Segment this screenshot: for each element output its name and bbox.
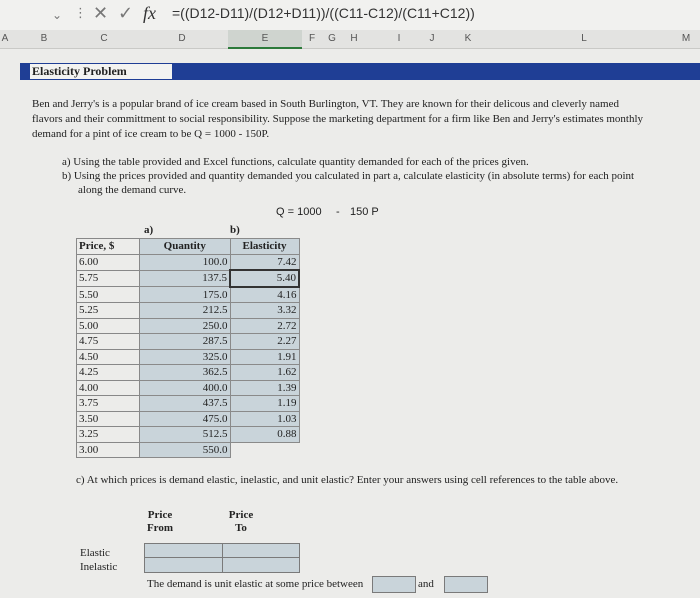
elasticity-cell[interactable]: 2.72: [230, 318, 299, 334]
column-header-e[interactable]: E: [228, 30, 302, 49]
question-a[interactable]: a) Using the table provided and Excel functions, calculate quantity demanded for each of the prices given.: [62, 156, 529, 168]
quantity-cell[interactable]: 362.5: [140, 365, 231, 381]
elasticity-cell[interactable]: 5.40: [230, 270, 299, 287]
quantity-cell[interactable]: 512.5: [140, 427, 231, 443]
question-c[interactable]: c) At which prices is demand elastic, inelastic, and unit elastic? Enter your answers using cell references to the table above.: [76, 474, 619, 486]
price-cell[interactable]: 5.00: [77, 318, 140, 334]
price-cell[interactable]: 3.50: [77, 411, 140, 427]
column-header-a[interactable]: A: [1, 33, 9, 44]
quantity-cell[interactable]: 325.0: [140, 349, 231, 365]
inelastic-label: Inelastic: [80, 561, 118, 573]
price-cell[interactable]: 5.25: [77, 303, 140, 319]
more-icon[interactable]: ⋮: [74, 6, 87, 21]
elasticity-header[interactable]: Elasticity: [230, 239, 299, 255]
inelastic-price-from-input[interactable]: [144, 557, 224, 573]
equation-minus[interactable]: -: [336, 206, 340, 218]
table-row: [77, 334, 300, 350]
intro-line-3[interactable]: demand for a pint of ice cream to be Q = 1000 - 150P.: [32, 128, 270, 140]
equation-q[interactable]: Q = 1000: [276, 206, 322, 218]
column-header-l[interactable]: L: [581, 33, 587, 44]
price-cell[interactable]: 3.25: [77, 427, 140, 443]
and-text: and: [418, 578, 434, 590]
column-header-g[interactable]: G: [328, 33, 336, 44]
formula-input[interactable]: =((D12-D11)/(D12+D11))/((C11-C12)/(C11+C12)): [172, 5, 475, 21]
price-cell[interactable]: 4.75: [77, 334, 140, 350]
quantity-cell[interactable]: 475.0: [140, 411, 231, 427]
column-header-k[interactable]: K: [464, 33, 472, 44]
elastic-label: Elastic: [80, 547, 110, 559]
elasticity-cell[interactable]: 2.27: [230, 334, 299, 350]
table-header-row: [77, 239, 300, 255]
unit-elastic-price-2-input[interactable]: [444, 576, 488, 593]
price-cell[interactable]: 4.25: [77, 365, 140, 381]
quantity-cell[interactable]: 550.0: [140, 442, 231, 458]
price-from-label-1: Price: [147, 509, 173, 521]
page-title[interactable]: Elasticity Problem: [30, 64, 172, 79]
price-from-label-2: From: [146, 522, 174, 534]
question-b-line-2[interactable]: along the demand curve.: [78, 184, 187, 196]
cancel-icon[interactable]: ✕: [93, 3, 109, 24]
fx-icon[interactable]: fx: [143, 3, 156, 23]
table-row: [77, 396, 300, 412]
price-cell[interactable]: 4.50: [77, 349, 140, 365]
table-row: [77, 380, 300, 396]
price-cell[interactable]: 5.50: [77, 287, 140, 303]
elasticity-cell[interactable]: 4.16: [230, 287, 299, 303]
table-row: [77, 303, 300, 319]
elasticity-cell[interactable]: 7.42: [230, 254, 299, 270]
unit-elastic-text: The demand is unit elastic at some price between: [147, 578, 364, 590]
quantity-header[interactable]: Quantity: [140, 239, 231, 255]
part-a-label[interactable]: a): [144, 224, 154, 236]
elasticity-cell[interactable]: 1.62: [230, 365, 299, 381]
question-b-line-1[interactable]: b) Using the prices provided and quantity demanded you calculated in part a, calculate elasticity (in absolute terms) for each point: [62, 170, 635, 182]
column-header-c[interactable]: C: [100, 33, 108, 44]
quantity-cell[interactable]: 287.5: [140, 334, 231, 350]
column-header-i[interactable]: I: [397, 33, 401, 44]
price-cell[interactable]: 3.75: [77, 396, 140, 412]
price-header[interactable]: Price, $: [77, 239, 140, 255]
quantity-cell[interactable]: 400.0: [140, 380, 231, 396]
price-cell[interactable]: 4.00: [77, 380, 140, 396]
column-header-d[interactable]: D: [178, 33, 186, 44]
column-header-f[interactable]: F: [308, 33, 316, 44]
elasticity-cell[interactable]: 1.91: [230, 349, 299, 365]
table-row: [77, 365, 300, 381]
elasticity-cell[interactable]: 1.19: [230, 396, 299, 412]
chevron-down-icon[interactable]: ⌄: [52, 8, 63, 22]
quantity-cell[interactable]: 175.0: [140, 287, 231, 303]
column-header-b[interactable]: B: [40, 33, 48, 44]
elasticity-cell[interactable]: 3.32: [230, 303, 299, 319]
price-to-label-2: To: [235, 522, 247, 534]
elasticity-cell[interactable]: 1.03: [230, 411, 299, 427]
demand-table: [76, 238, 300, 458]
table-row: [77, 287, 300, 303]
price-cell[interactable]: 5.75: [77, 270, 140, 287]
unit-elastic-price-1-input[interactable]: [372, 576, 416, 593]
elasticity-cell[interactable]: 0.88: [230, 427, 299, 443]
confirm-icon[interactable]: ✓: [118, 3, 134, 24]
elasticity-cell[interactable]: [230, 442, 299, 458]
table-row: [77, 349, 300, 365]
intro-line-1[interactable]: Ben and Jerry's is a popular brand of ice cream based in South Burlington, VT. They are known for their delicous and cleverly named: [32, 98, 619, 110]
column-header-j[interactable]: J: [429, 33, 435, 44]
elasticity-cell[interactable]: 1.39: [230, 380, 299, 396]
price-cell[interactable]: 3.00: [77, 442, 140, 458]
column-header-h[interactable]: H: [350, 33, 358, 44]
equation-term[interactable]: 150 P: [350, 206, 379, 218]
quantity-cell[interactable]: 100.0: [140, 254, 231, 270]
quantity-cell[interactable]: 437.5: [140, 396, 231, 412]
quantity-cell[interactable]: 137.5: [140, 270, 231, 287]
table-row: [77, 411, 300, 427]
table-row: [77, 254, 300, 270]
column-header-m[interactable]: M: [681, 33, 691, 44]
intro-line-2[interactable]: flavors and their committment to social responsibility. Suppose the marketing department for a firm like Ben and Jerry's estimates monthly: [32, 113, 644, 125]
price-cell[interactable]: 6.00: [77, 254, 140, 270]
table-row: [77, 427, 300, 443]
quantity-cell[interactable]: 250.0: [140, 318, 231, 334]
table-row: [77, 442, 300, 458]
part-b-label[interactable]: b): [230, 224, 240, 236]
quantity-cell[interactable]: 212.5: [140, 303, 231, 319]
price-to-label-1: Price: [228, 509, 254, 521]
table-row: [77, 270, 300, 287]
table-row: [77, 318, 300, 334]
inelastic-price-to-input[interactable]: [222, 557, 300, 573]
